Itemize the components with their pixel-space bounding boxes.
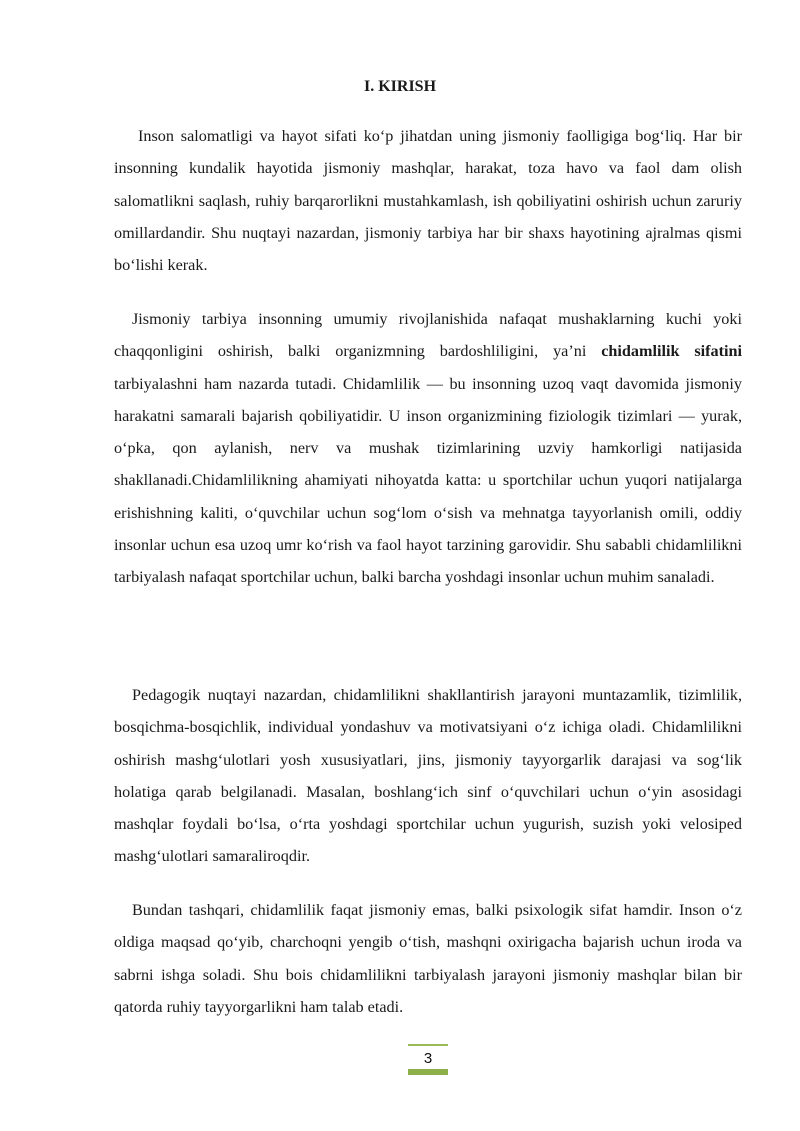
paragraph-4: Bundan tashqari, chidamlilik faqat jismoniy emas, balki psixologik sifat hamdir. Inson oʻz oldiga maqsad qoʻyib, charchoqni yengib oʻtish, mashqni oxirigacha bajarish uchun iroda va sabrni ishga soladi. Shu bois chidamlilikni tarbiyalash jarayoni jismoniy mashqlar bilan bir qatorda ruhiy tayyorgarlikni ham talab etadi.: [114, 901, 742, 1016]
paragraph-2-start: Jismoniy tarbiya insonning umumiy rivojlanishida nafaqat mushaklarning kuchi yoki chaqqonligini oshirish, balki organizmning bardoshliligini, yaʼni: [114, 310, 742, 361]
page-number-top-rule: [408, 1044, 448, 1046]
page-number-bottom-bar: [408, 1069, 448, 1075]
paragraph-2-bold-term: chidamlilik sifatini: [601, 342, 742, 361]
paragraph-1: Inson salomatligi va hayot sifati koʻp jihatdan uning jismoniy faolligiga bogʻliq. Har bir insonning kundalik hayotida jismoniy mashqlar, harakat, toza havo va faol dam olish salomatlikni saqlash, ruhiy barqarorlikni mustahkamlash, ish qobiliyatini oshirish uchun zaruriy omillardandir. Shu nuqtayi nazardan, jismoniy tarbiya har bir shaxs hayotining ajralmas qismi boʻlishi kerak.: [114, 127, 742, 275]
page-number-box: [408, 1044, 448, 1075]
paragraph-2-end: tarbiyalashni ham nazarda tutadi. Chidamlilik — bu insonning uzoq vaqt davomida jismoniy harakatni samarali bajarish qobiliyatidir. U inson organizmining fiziologik tizimlari — yurak, oʻpka, qon aylanish, nerv va mushak tizimlarining uzviy hamkorligi natijasida shakllanadi.Chidamlilikning ahamiyati nihoyatda katta: u sportchilar uchun yuqori natijalarga erishishning kaliti, oʻquvchilar uchun sogʻlom oʻsish va mehnatga tayyorlanish omili, oddiy insonlar uchun esa uzoq umr koʻrish va faol hayot tarzining garovidir. Shu sababli chidamlilikni tarbiyalash nafaqat sportchilar uchun, balki barcha yoshdagi insonlar uchun muhim sanaladi.: [114, 374, 742, 587]
section-heading: I. KIRISH: [363, 78, 437, 95]
paragraph-2: [114, 303, 742, 594]
paragraph-3: Pedagogik nuqtayi nazardan, chidamlilikni shakllantirish jarayoni muntazamlik, tizimlilik, bosqichma-bosqichlik, individual yondashuv va motivatsiyani oʻz ichiga oladi. Chidamlilikni oshirish mashgʻulotlari yosh xususiyatlari, jins, jismoniy tayyorgarlik darajasi va sogʻlik holatiga qarab belgilanadi. Masalan, boshlangʻich sinf oʻquvchilari uchun oʻyin asosidagi mashqlar foydali boʻlsa, oʻrta yoshdagi sportchilar uchun yugurish, suzish yoki velosiped mashgʻulotlari samaraliroqdir.: [114, 686, 742, 866]
page-number: 3: [423, 1050, 433, 1067]
